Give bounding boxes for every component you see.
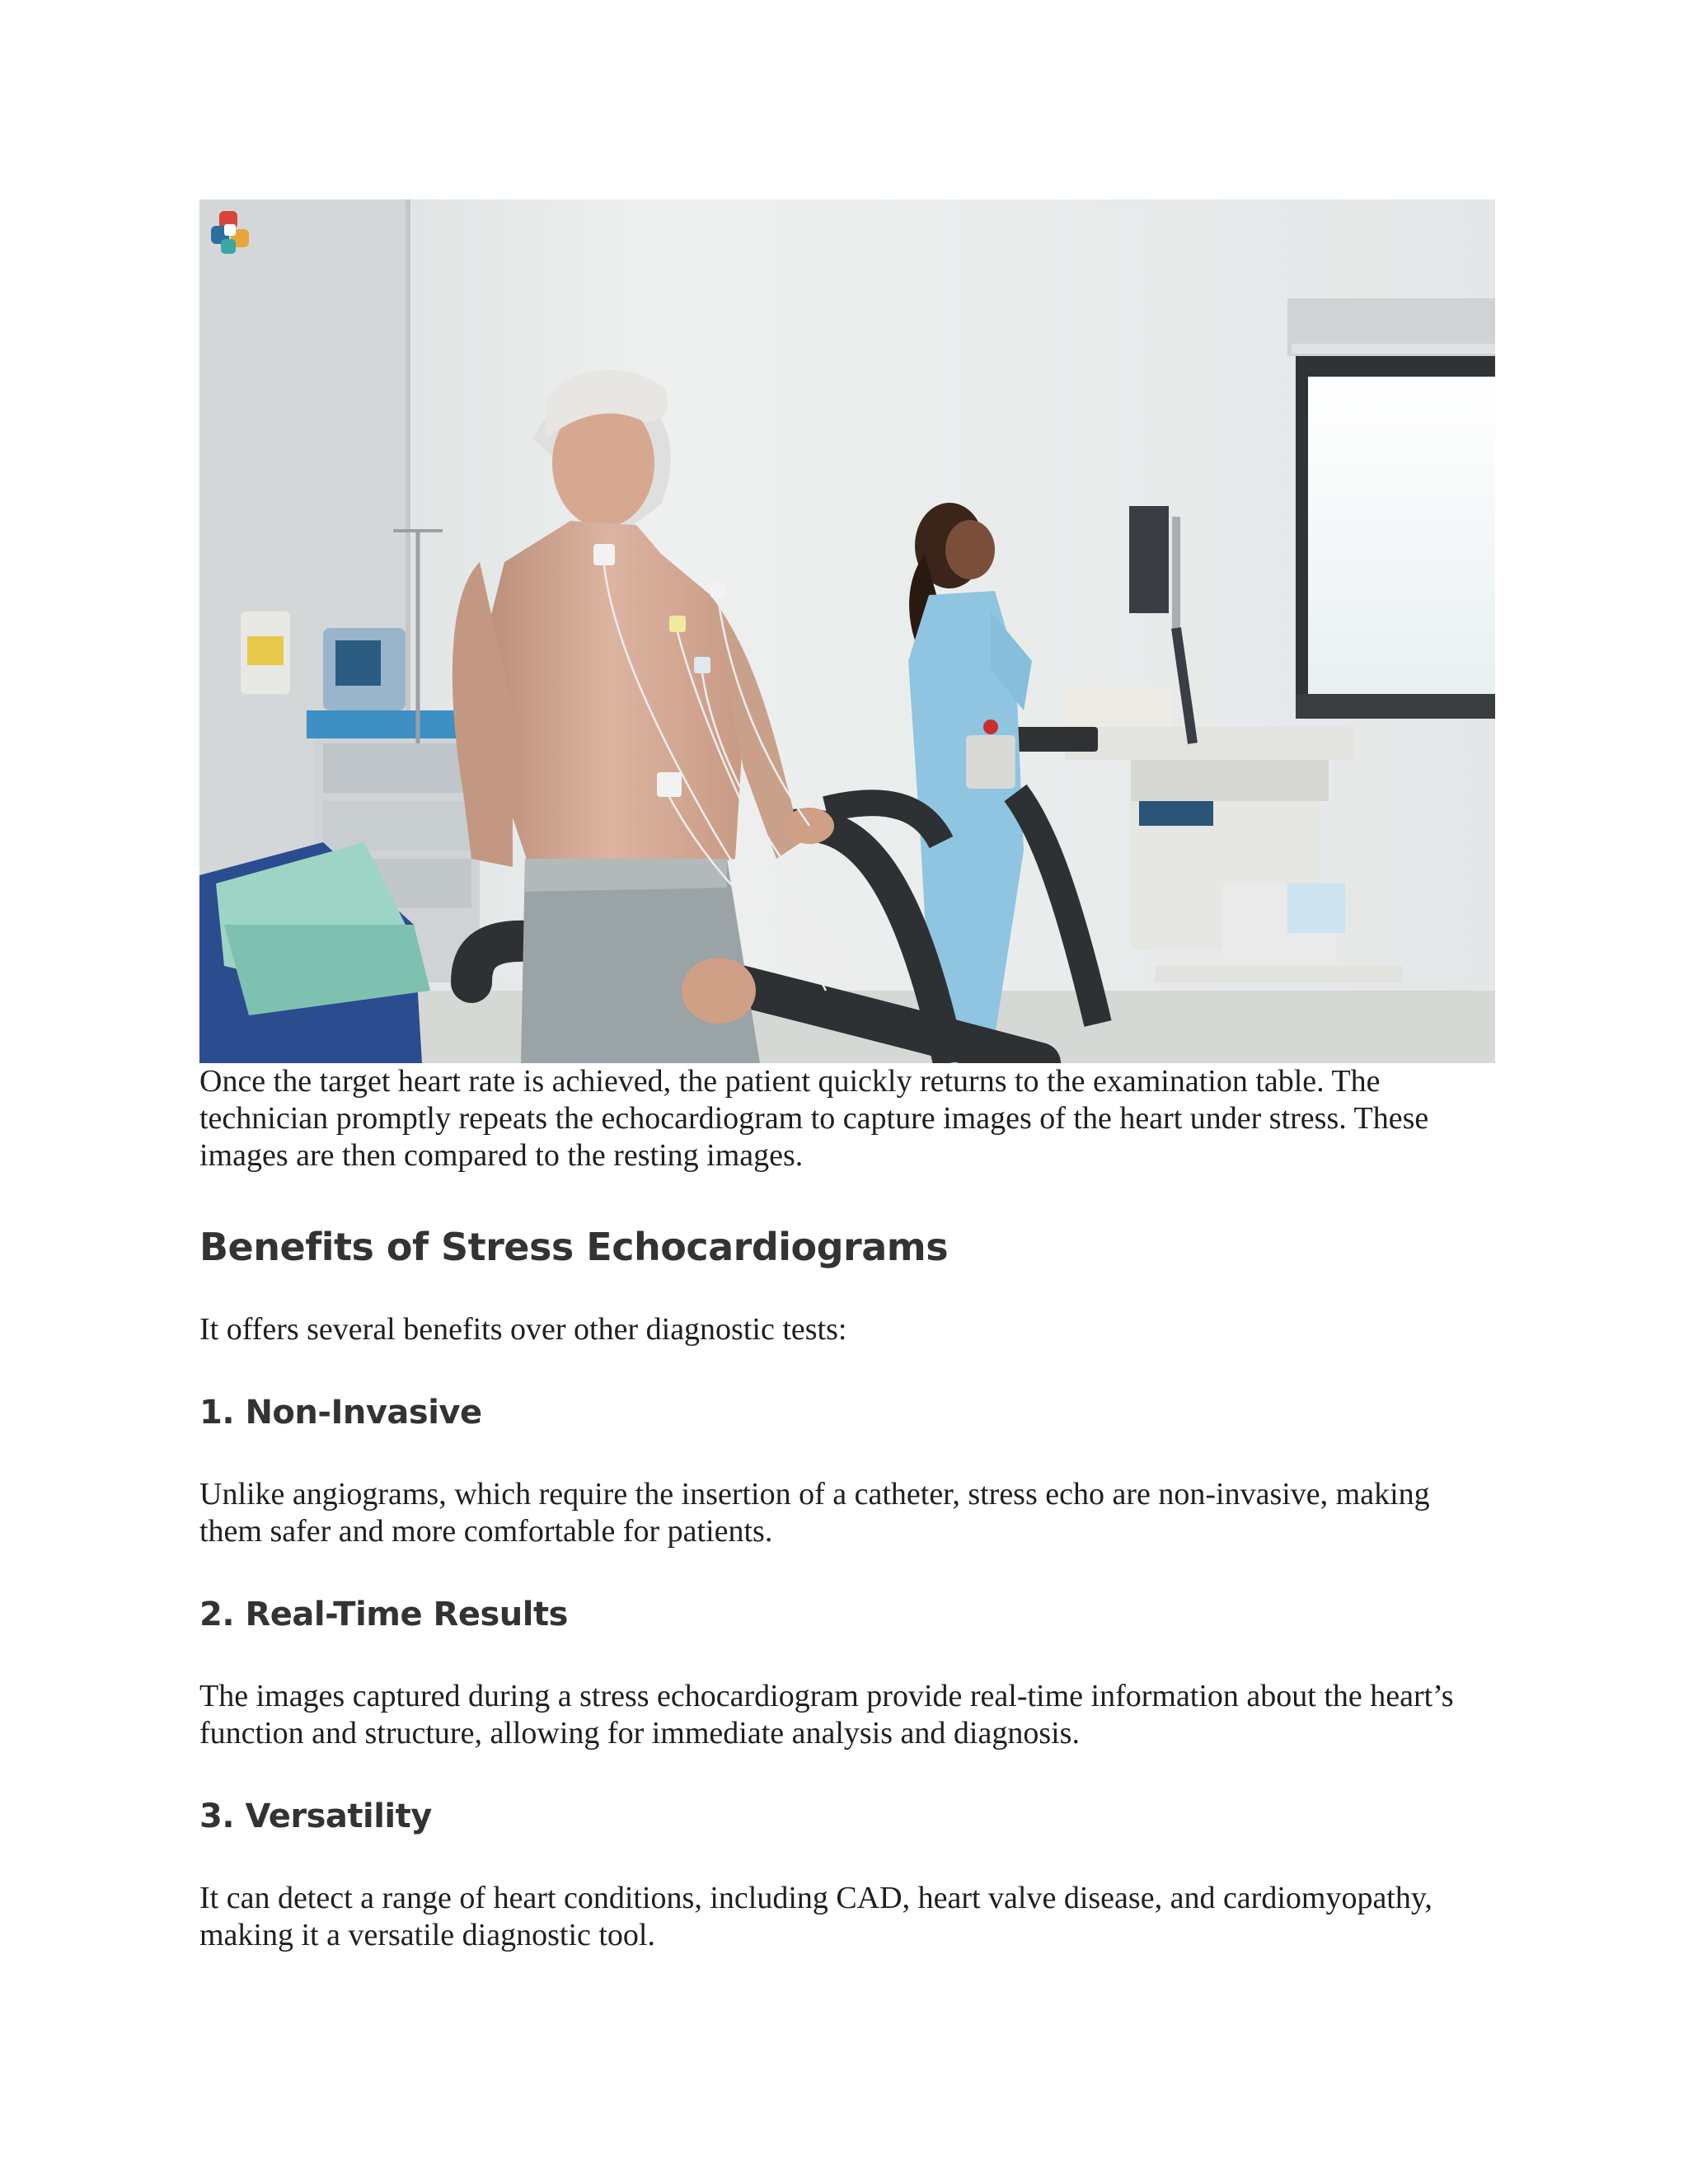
- benefit-heading-versatility: 3. Versatility: [199, 1797, 432, 1835]
- benefit-heading-real-time-results: 2. Real-Time Results: [199, 1596, 568, 1633]
- benefit-text-non-invasive: Unlike angiograms, which require the insertion of a catheter, stress echo are non-invasive, making them safer and more comfortable for patients.: [199, 1477, 1430, 1549]
- article-body: [199, 1063, 1495, 1954]
- benefit-text-versatility: It can detect a range of heart conditions, including CAD, heart valve disease, and cardiomyopathy, making it a versatile diagnostic tool.: [199, 1881, 1432, 1952]
- benefit-text-real-time-results: The images captured during a stress echocardiogram provide real-time information about the heart’s function and structure, allowing for immediate analysis and diagnosis.: [199, 1679, 1454, 1750]
- intro-paragraph: Once the target heart rate is achieved, the patient quickly returns to the examination table. The technician promptly repeats the echocardiogram to capture images of the heart under stress. These images are then compared to the resting images.: [199, 1064, 1429, 1173]
- hero-photo: [199, 199, 1495, 1063]
- benefits-intro-paragraph: It offers several benefits over other diagnostic tests:: [199, 1312, 847, 1347]
- benefit-heading-non-invasive: 1. Non-Invasive: [199, 1394, 482, 1432]
- benefits-heading: Benefits of Stress Echocardiograms: [199, 1225, 949, 1269]
- hero-photo-illustration: [199, 199, 1495, 1063]
